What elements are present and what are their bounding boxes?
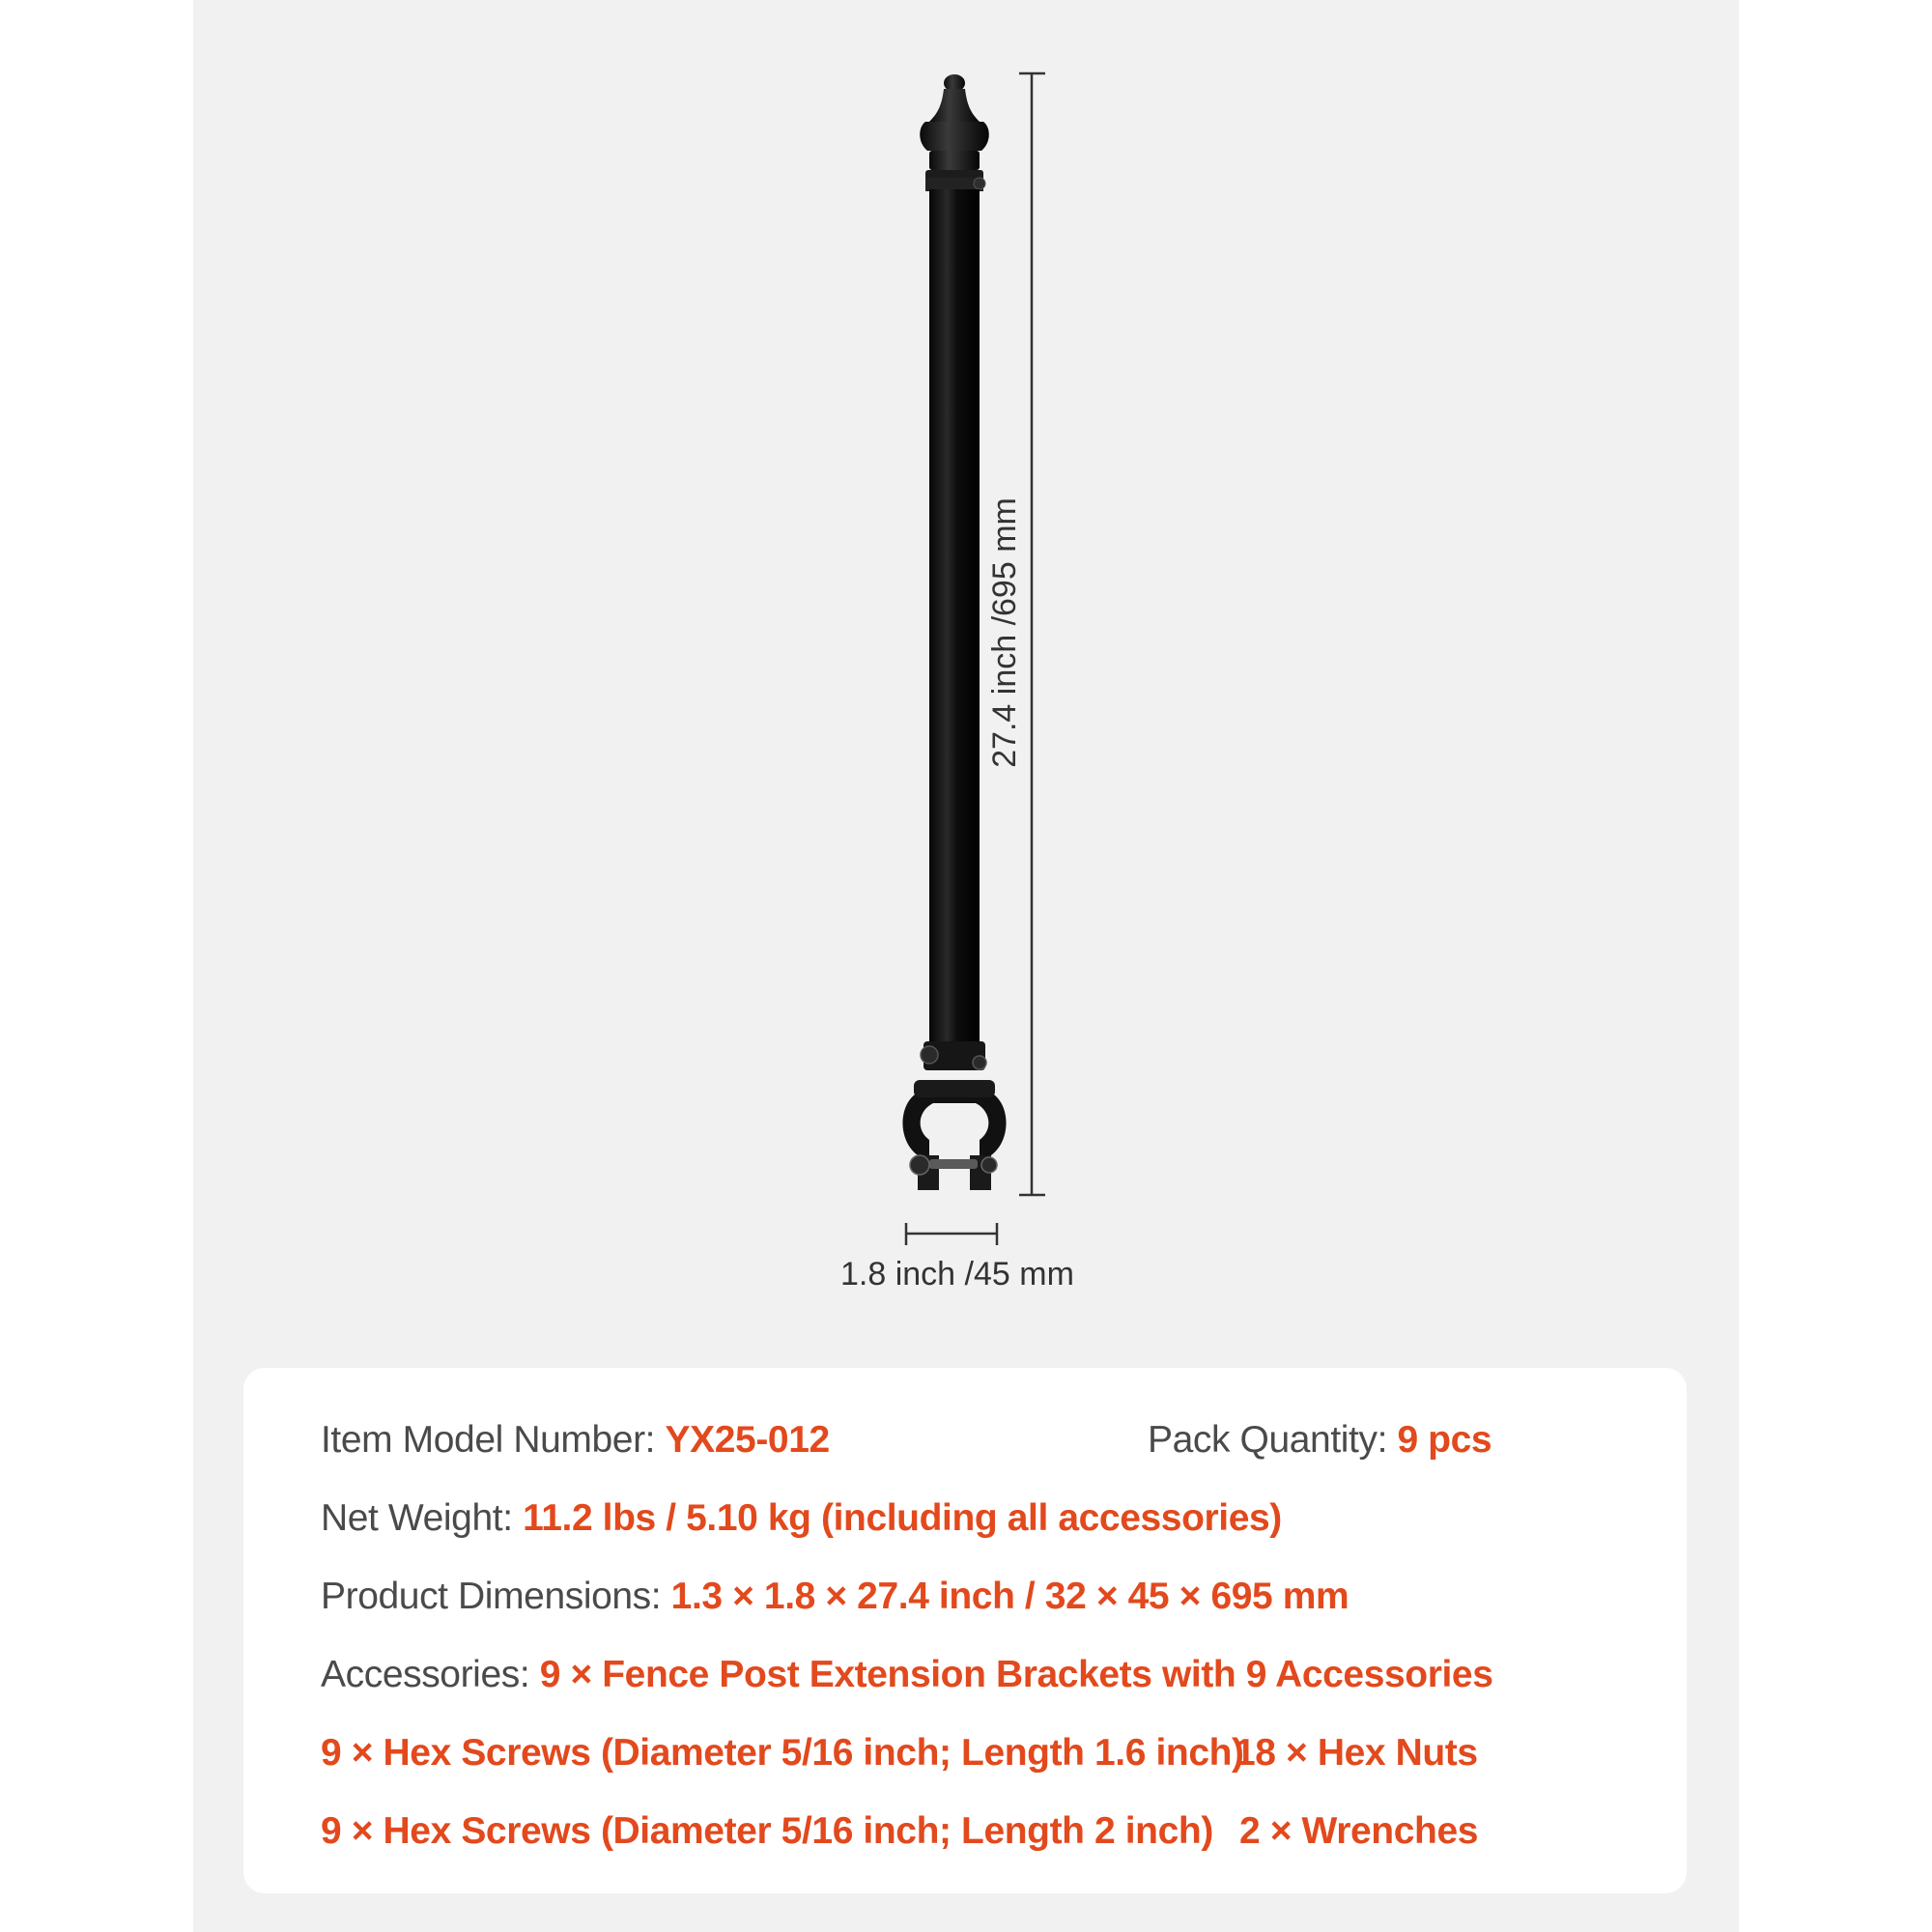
accessory-wrenches-text: 2 × Wrenches [1239, 1810, 1479, 1852]
post-tube [929, 189, 980, 1041]
accessory-item-wrenches [1239, 1807, 1478, 1856]
net-weight-row [321, 1494, 1282, 1543]
accessories-row [321, 1651, 1493, 1699]
accessory-item-screws-1 [321, 1729, 1244, 1777]
lower-collar [921, 1041, 986, 1070]
pack-quantity-value: 9 pcs [1397, 1419, 1492, 1461]
model-number-label: Item Model Number: [321, 1419, 656, 1461]
width-dimension-label: 1.8 inch /45 mm [840, 1256, 1074, 1293]
top-screw [974, 178, 985, 189]
accessory-screws-1-text: 9 × Hex Screws (Diameter 5/16 inch; Length 1.6 inch) [321, 1732, 1244, 1774]
height-dimension-label: 27.4 inch /695 mm [986, 497, 1023, 768]
accessory-screws-2-text: 9 × Hex Screws (Diameter 5/16 inch; Length 2 inch) [321, 1810, 1213, 1852]
model-number-row [321, 1416, 830, 1464]
spec-card [243, 1368, 1687, 1893]
product-dimensions-value: 1.3 × 1.8 × 27.4 inch / 32 × 45 × 695 mm [670, 1576, 1350, 1617]
pack-quantity-row [1148, 1416, 1492, 1464]
accessory-nuts-text: 18 × Hex Nuts [1235, 1732, 1478, 1774]
accessories-label: Accessories: [321, 1654, 530, 1695]
finial-cap [920, 74, 989, 184]
net-weight-value: 11.2 lbs / 5.10 kg (including all accessories) [523, 1497, 1282, 1539]
model-number-value: YX25-012 [665, 1419, 830, 1461]
product-dimensions-row [321, 1573, 1349, 1621]
net-weight-label: Net Weight: [321, 1497, 513, 1539]
pack-quantity-label: Pack Quantity: [1148, 1419, 1388, 1461]
clamp-bracket [902, 1080, 1006, 1190]
accessory-item-screws-2 [321, 1807, 1213, 1856]
width-dimension-line [906, 1223, 997, 1245]
product-dimensions-label: Product Dimensions: [321, 1576, 662, 1617]
accessories-value: 9 × Fence Post Extension Brackets with 9 Accessories [539, 1654, 1493, 1695]
accessory-item-nuts [1235, 1729, 1478, 1777]
